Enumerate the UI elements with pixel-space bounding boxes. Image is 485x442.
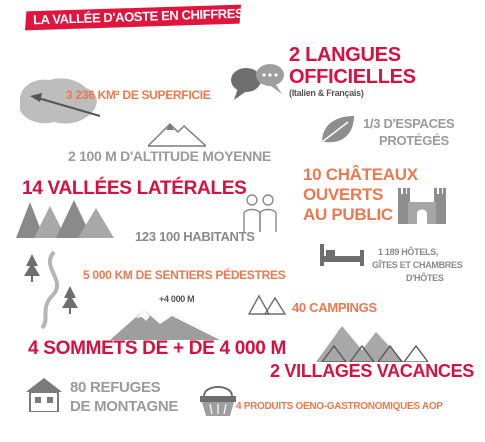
hotels-line2: GÎTES ET CHAMBRES (372, 260, 463, 270)
campings-stat: 40 CAMPINGS (292, 300, 377, 315)
bed-icon (318, 240, 366, 268)
chateaux-line1: 10 CHÂTEAUX (303, 165, 418, 184)
langues-sub: (Italien & Français) (289, 88, 364, 98)
page-title: LA VALLÉE D'AOSTE EN CHIFFRES (32, 5, 244, 28)
hotels-line3: D'HÔTES (406, 273, 444, 283)
village-tents-icon (312, 322, 428, 362)
castle-icon (396, 180, 448, 224)
espaces-line1: 1/3 D'ESPACES (363, 116, 455, 131)
altitude-stat: 2 100 M D'ALTITUDE MOYENNE (68, 148, 271, 164)
langues-line2: OFFICIELLES (289, 66, 416, 88)
vallees-stat: 14 VALLÉES LATÉRALES (22, 178, 247, 199)
chateaux-line2: OUVERTS (303, 185, 384, 204)
sommets-stat: 4 SOMMETS DE + DE 4 000 M (28, 338, 287, 359)
trail-trees-icon (20, 250, 80, 330)
sentiers-stat: 5 000 KM DE SENTIERS PÉDESTRES (83, 268, 286, 282)
leaf-icon (318, 112, 358, 146)
refuges-line1: 80 REFUGES (70, 379, 161, 396)
altitude-mark: +4 000 M (159, 294, 195, 304)
espaces-line2: PROTÉGÉS (379, 133, 449, 148)
speech-bubbles-icon (230, 60, 286, 102)
valleys-mountains-icon (16, 196, 116, 238)
mountain-peak-icon (148, 118, 206, 148)
mountain-snow-icon (110, 306, 220, 340)
habitants-stat: 123 100 HABITANTS (135, 229, 255, 244)
basket-icon (198, 382, 238, 418)
langues-line1: 2 LANGUES (289, 44, 401, 66)
refuges-line2: DE MONTAGNE (70, 398, 179, 415)
produits-stat: 4 PRODUITS OENO-GASTRONOMIQUES AOP (236, 401, 443, 412)
people-icon (240, 192, 280, 234)
hotels-line1: 1 189 HÔTELS, (378, 247, 439, 257)
villages-stat: 2 VILLAGES VACANCES (270, 361, 474, 381)
camping-tents-icon (247, 292, 287, 316)
chateaux-line3: AU PUBLIC (303, 205, 393, 224)
superficie-stat: 3 236 KM² DE SUPERFICIE (66, 88, 211, 102)
mountain-hut-icon (24, 376, 64, 412)
